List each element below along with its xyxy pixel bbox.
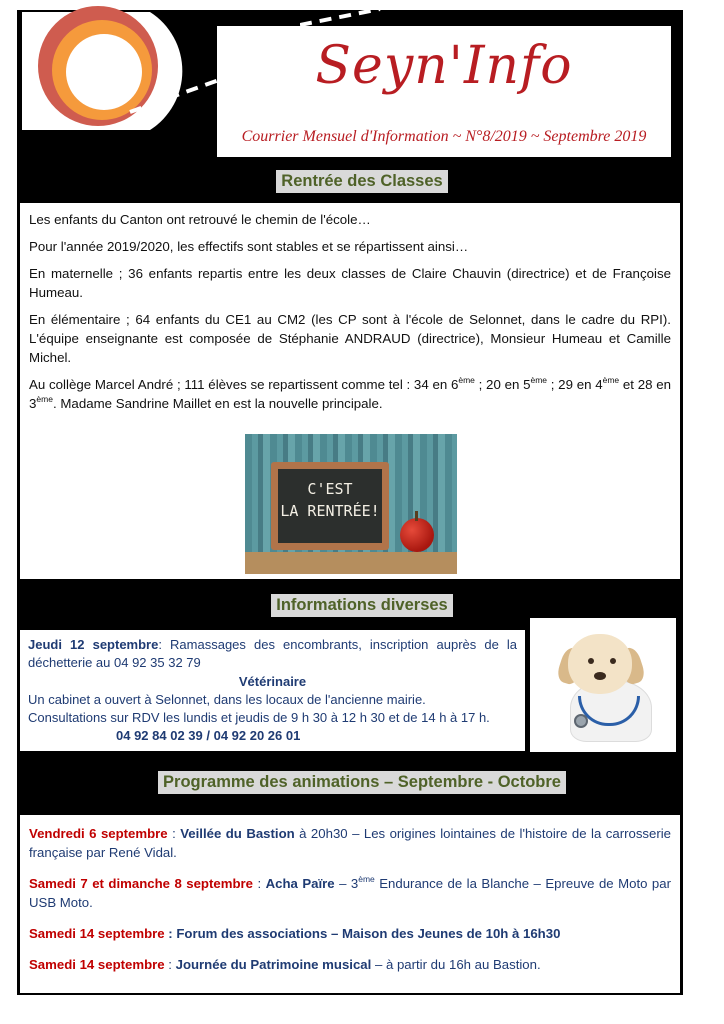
- section-heading-infos: Informations diverses: [0, 594, 724, 617]
- infos-panel: [20, 630, 525, 751]
- section-heading-rentree: Rentrée des Classes: [0, 170, 724, 193]
- rentree-paragraph-5: Au collège Marcel André ; 111 élèves se repartissent comme tel : 34 en 6ème ; 20 en 5ème ; 29 en 4ème et 28 en 3ème. Madame Sandrine Maillet en est la nouvelle principale.: [29, 375, 671, 411]
- rentree-paragraph-4: En élémentaire ; 64 enfants du CE1 au CM2 (les CP sont à l'école de Selonnet, dans le cadre du RPI). L'équipe enseignante est composée de Stéphanie ANDRAUD (directrice), Monsieur Humeau et Camille Michel.: [29, 312, 671, 365]
- programme-item: Samedi 7 et dimanche 8 septembre : Acha Païre – 3ème Endurance de la Blanche – Epreuve de Moto par USB Moto.: [29, 874, 671, 910]
- chalkboard-line-2: LA RENTRÉE!: [280, 502, 380, 520]
- programme-item: Samedi 14 septembre : Forum des associations – Maison des Jeunes de 10h à 16h30: [29, 926, 561, 941]
- rentree-paragraph-1: Les enfants du Canton ont retrouvé le chemin de l'école…: [29, 212, 371, 227]
- table-plank: [245, 552, 457, 574]
- rentree-paragraph-2: Pour l'année 2019/2020, les effectifs sont stables et se répartissent ainsi…: [29, 239, 469, 254]
- page-title: Seyn'Info: [315, 36, 573, 96]
- chalkboard-image: [245, 434, 457, 574]
- vet-line-2: Consultations sur RDV les lundis et jeudis de 9 h 30 à 12 h 30 et de 14 h à 17 h.: [28, 710, 490, 725]
- section-heading-programme: Programme des animations – Septembre - Octobre: [0, 771, 724, 794]
- logo: [0, 0, 230, 160]
- programme-item: Vendredi 6 septembre : Veillée du Bastion à 20h30 – Les origines lointaines de l'histoire de la carrosserie française par René Vidal.: [29, 826, 672, 860]
- chalkboard-line-1: C'EST: [307, 480, 353, 498]
- programme-item: Samedi 14 septembre : Journée du Patrimoine musical – à partir du 16h au Bastion.: [29, 957, 541, 972]
- page-subtitle: Courrier Mensuel d'Information ~ N°8/2019 ~ Septembre 2019: [241, 128, 647, 145]
- chalkboard: [271, 462, 389, 550]
- vet-phones: 04 92 84 02 39 / 04 92 20 26 01: [116, 728, 301, 743]
- encombrants-notice: Jeudi 12 septembre: Ramassages des encombrants, inscription auprès de la déchetterie au 04 92 35 32 79: [28, 637, 517, 670]
- vet-line-1: Un cabinet a ouvert à Selonnet, dans les locaux de l'ancienne mairie.: [28, 692, 426, 707]
- puppy-vet-image: [530, 618, 676, 752]
- programme-panel: [20, 815, 680, 993]
- vet-heading: Vétérinaire: [238, 674, 307, 689]
- apple-stem: [415, 511, 418, 521]
- rentree-paragraph-3: En maternelle ; 36 enfants repartis entre les deux classes de Claire Chauvin (directrice) et de Françoise Humeau.: [29, 266, 671, 300]
- dashed-line: [300, 8, 384, 26]
- puppy-head: [568, 634, 632, 694]
- title-box: [217, 26, 671, 157]
- apple-icon: [400, 518, 434, 552]
